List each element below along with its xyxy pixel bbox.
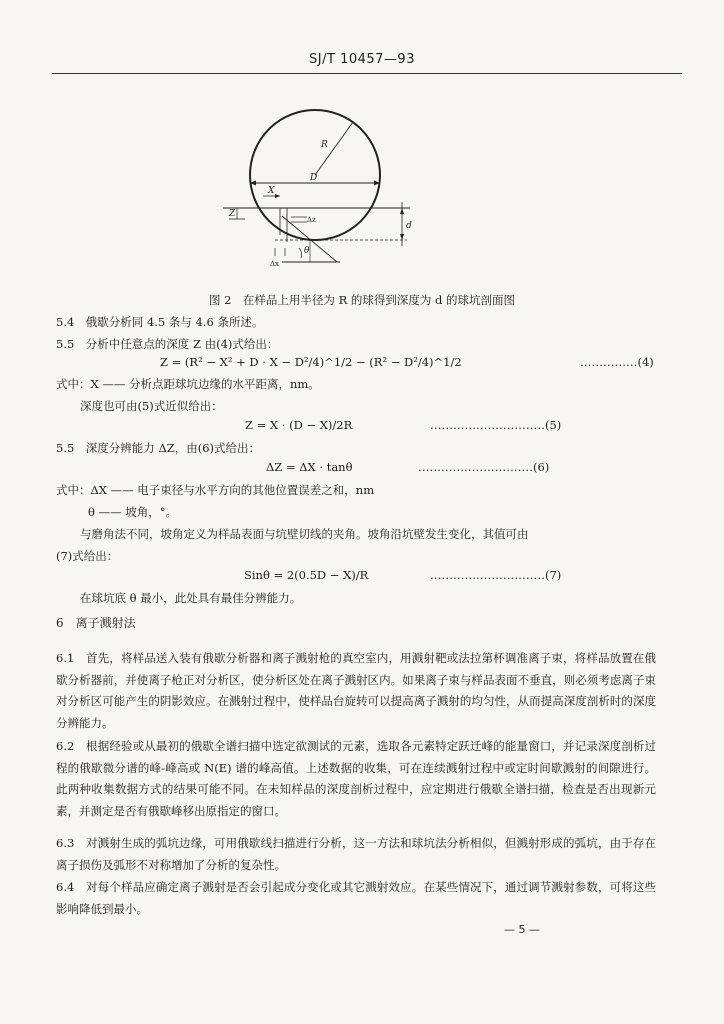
- clause-5-5-depth: 5.5 分析中任意点的深度 Z 由(4)式给出：: [56, 337, 279, 351]
- equation-7-number: …………………………(7): [430, 568, 562, 582]
- label-theta: θ: [304, 246, 310, 256]
- label-x: X: [268, 186, 275, 196]
- clause-6-2: 6.2 根据经验或从最初的俄歇全谱扫描中选定欲测试的元素，选取各元素特定跃迁峰的能量窗口，并记录深度剖析过程的俄歇微分谱的峰-峰高或 N(E) 谱的峰高值。上述数据的收集，可在连续溅射过程中或定时间歇溅射的间隙进行。此两种收集数据方式的结果可能不同。在未知样品的深度剖析过程中，应定期进行俄歇全谱扫描，检查是否出现新元素，并测定是否有俄歇峰移出原指定的窗口。: [56, 739, 656, 818]
- section-6-heading: 6 离子溅射法: [56, 616, 136, 630]
- page-number: — 5 —: [504, 923, 540, 936]
- standard-code: SJ/T 10457—93: [309, 52, 415, 67]
- figure-caption: 图 2 在样品上用半径为 R 的球得到深度为 d 的球坑剖面图: [208, 293, 516, 307]
- clause-6-4: 6.4 对每个样品应确定离子溅射是否会引起成分变化或其它溅射效应。在某些情况下，通过调节溅射参数，可将这些影响降低到最小。: [56, 880, 656, 916]
- equation-5: Z = X · (D − X)/2R: [245, 418, 353, 432]
- clause-5-4: 5.4 俄歇分析同 4.5 条与 4.6 条所述。: [56, 315, 264, 329]
- d-arrow-top: [400, 208, 404, 214]
- where-x-definition: 式中：X —— 分析点距球坑边缘的水平距离，nm。: [56, 377, 320, 391]
- x-arrow: [275, 194, 280, 198]
- equation-4-number: ……………(4): [580, 355, 654, 369]
- where-theta-definition: θ —— 坡角，°。: [88, 505, 177, 519]
- equation-6-number: …………………………(6): [418, 460, 550, 474]
- header-rule: [52, 73, 682, 74]
- where-dx-definition: 式中：ΔX —— 电子束径与水平方向的其他位置误差之和，nm: [56, 483, 375, 497]
- label-diameter: D: [310, 173, 318, 183]
- theta-arc: [299, 248, 302, 258]
- d-arrow-bottom: [400, 234, 404, 240]
- label-dz: Δz: [307, 216, 316, 224]
- equation-7: Sinθ = 2(0.5D − X)/R: [244, 568, 369, 582]
- approx-depth-text: 深度也可由(5)式近似给出：: [80, 399, 223, 413]
- slope-definition-line2: (7)式给出：: [56, 549, 119, 563]
- equation-4: Z = (R² − X² + D · X − D²/4)^1/2 − (R² − D²/4)^1/2: [160, 355, 462, 369]
- label-dx: Δx: [270, 260, 280, 268]
- crater-diagram: [215, 90, 515, 280]
- figure-spherical-crater: [215, 90, 515, 280]
- clause-6-3: 6.3 对溅射生成的弧坑边缘，可用俄歇线扫描进行分析，这一方法和球坑法分析相似，但溅射形成的弧坑，由于存在离子损伤及弧形不对称增加了分析的复杂性。: [56, 836, 656, 872]
- slope-definition-line1: 与磨角法不同，坡角定义为样品表面与坑壁切线的夹角。坡角沿坑壁发生变化，其值可由: [80, 527, 529, 541]
- best-resolution-note: 在球坑底 θ 最小，此处具有最佳分辨能力。: [80, 591, 302, 605]
- clause-5-5-resolution: 5.5 深度分辨能力 ΔZ，由(6)式给出：: [56, 441, 261, 455]
- label-d: d: [406, 221, 412, 231]
- clause-6-1: 6.1 首先，将样品送入装有俄歇分析器和离子溅射枪的真空室内，用溅射靶或法拉第杯调准离子束，将样品放置在俄歇分析器前，并使离子枪正对分析区，使分析区处在离子溅射区内。如果离子束与样品表面不垂直，则必须考虑离子束对分析区可能产生的阴影效应。在溅射过程中，使样品台旋转可以提高离子溅射的均匀性，从而提高深度剖析时的深度分辨能力。: [56, 651, 656, 730]
- label-z: Z: [229, 209, 236, 219]
- equation-6: ΔZ = ΔX · tanθ: [266, 460, 353, 474]
- equation-5-number: …………………………(5): [430, 418, 562, 432]
- label-radius: R: [321, 140, 328, 150]
